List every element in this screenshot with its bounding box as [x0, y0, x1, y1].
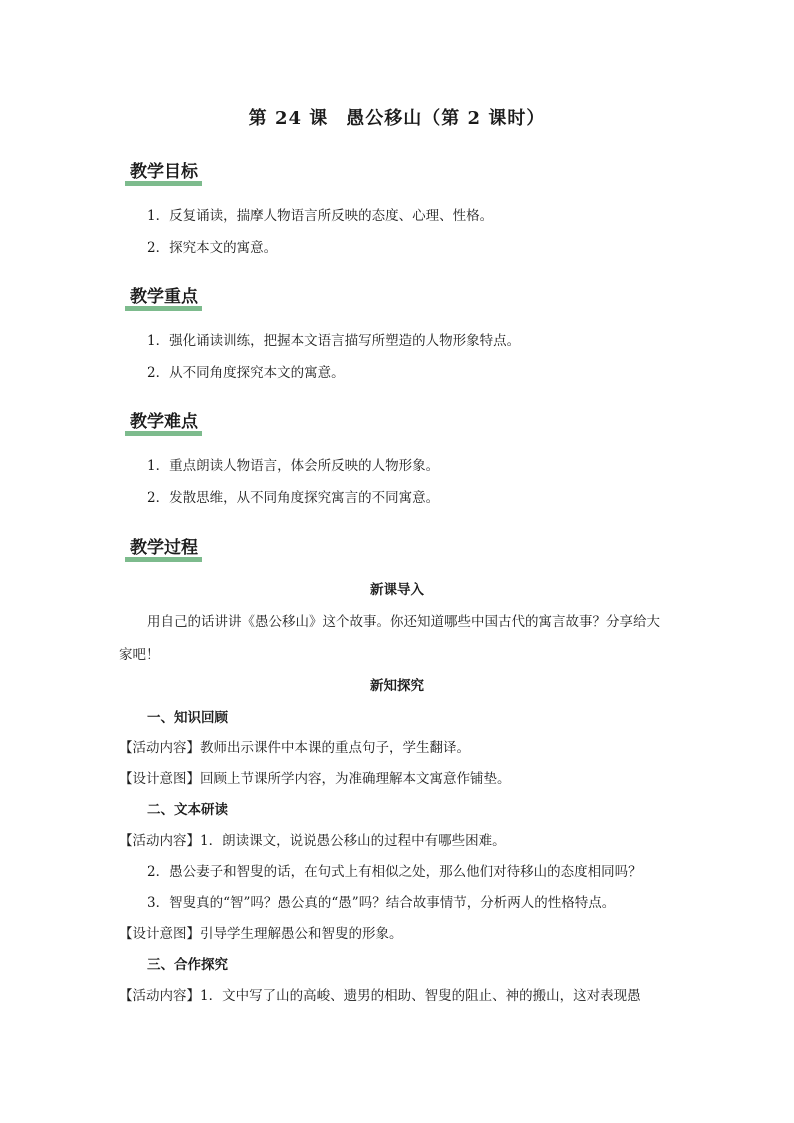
intro-paragraph-line-1: 用自己的话讲讲《愚公移山》这个故事。你还知道哪些中国古代的寓言故事？分享给大 — [147, 614, 660, 630]
part1-activity: 【活动内容】教师出示课件中本课的重点句子，学生翻译。 — [119, 740, 470, 756]
part2-heading: 二、文本研读 — [147, 802, 228, 818]
part1-heading: 一、知识回顾 — [147, 710, 228, 726]
goal-item-2: 2．探究本文的寓意。 — [147, 240, 278, 256]
part1-intent: 【设计意图】回顾上节课所学内容，为准确理解本文寓意作铺垫。 — [119, 771, 511, 787]
part3-heading: 三、合作探究 — [147, 957, 228, 973]
part2-question-2: 2．愚公妻子和智叟的话，在句式上有相似之处，那么他们对待移山的态度相同吗？ — [147, 864, 642, 880]
intro-paragraph-line-2: 家吧！ — [119, 647, 160, 663]
part2-activity: 【活动内容】1．朗读课文，说说愚公移山的过程中有哪些困难。 — [119, 833, 506, 849]
difficulty-item-2: 2．发散思维，从不同角度探究寓言的不同寓意。 — [147, 490, 440, 506]
lesson-name: 愚公移山（第 2 课时） — [346, 108, 546, 129]
part2-intent: 【设计意图】引导学生理解愚公和智叟的形象。 — [119, 926, 403, 942]
page-title — [0, 104, 794, 130]
key-point-item-1: 1．强化诵读训练，把握本文语言描写所塑造的人物形象特点。 — [147, 333, 521, 349]
section-heading-process: 教学过程 — [125, 536, 202, 562]
key-point-item-2: 2．从不同角度探究本文的寓意。 — [147, 365, 345, 381]
part3-activity: 【活动内容】1．文中写了山的高峻、遗男的相助、智叟的阻止、神的搬山，这对表现愚 — [119, 988, 641, 1004]
difficulty-item-1: 1．重点朗读人物语言，体会所反映的人物形象。 — [147, 458, 440, 474]
explore-title: 新知探究 — [370, 678, 424, 694]
goal-item-1: 1．反复诵读，揣摩人物语言所反映的态度、心理、性格。 — [147, 208, 494, 224]
section-heading-difficulties: 教学难点 — [125, 410, 202, 436]
section-heading-goals: 教学目标 — [125, 160, 202, 186]
lesson-number: 第 24 课 — [248, 108, 329, 129]
part2-question-3: 3．智叟真的“智”吗？愚公真的“愚”吗？结合故事情节，分析两人的性格特点。 — [147, 895, 616, 911]
section-heading-key-points: 教学重点 — [125, 285, 202, 311]
intro-title: 新课导入 — [370, 582, 424, 598]
